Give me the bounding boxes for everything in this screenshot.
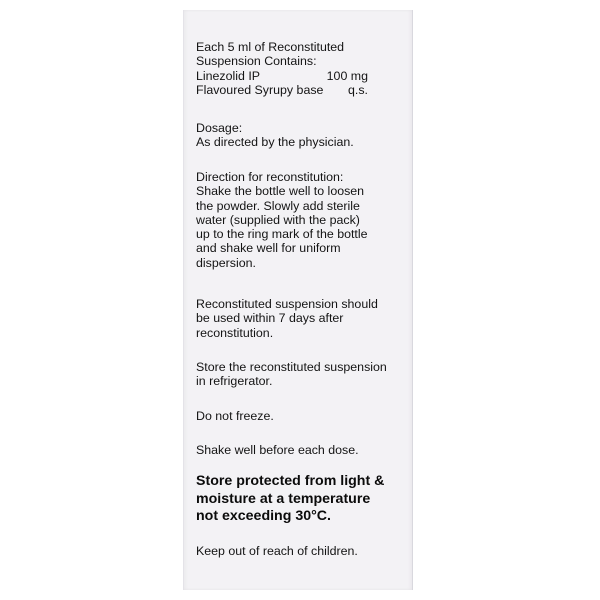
usage-period-block	[196, 297, 410, 340]
storage-warning-line: moisture at a temperature	[196, 490, 371, 507]
dosage-block	[196, 121, 410, 150]
ingredient-row	[196, 69, 368, 83]
children-warning	[196, 544, 410, 558]
storage-warning-block	[196, 473, 410, 526]
reconstitution-heading: Direction for reconstitution:	[196, 170, 344, 184]
reconstitution-line: the powder. Slowly add sterile	[196, 198, 360, 213]
ingredient-amount: 100 mg	[326, 68, 368, 83]
dosage-text: As directed by the physician.	[196, 135, 354, 150]
reconstitution-line: water (supplied with the pack)	[196, 212, 360, 227]
reconstitution-line: dispersion.	[196, 255, 256, 270]
reconstitution-block	[196, 170, 410, 270]
storage-warning-line: Store protected from light &	[196, 473, 385, 489]
ingredient-row	[196, 83, 368, 97]
usage-period-line: reconstitution.	[196, 325, 274, 340]
reconstitution-line: up to the ring mark of the bottle	[196, 227, 368, 242]
storage-fridge-line: in refrigerator.	[196, 374, 273, 389]
composition-block	[196, 40, 410, 97]
reconstitution-line: and shake well for uniform	[196, 241, 341, 256]
ingredient-amount: q.s.	[348, 82, 368, 97]
storage-warning-line: not exceeding 30°C.	[196, 508, 331, 524]
storage-fridge-line: Store the reconstituted suspension	[196, 360, 387, 374]
usage-period-line: Reconstituted suspension should	[196, 297, 378, 311]
no-freeze-note	[196, 409, 410, 423]
shake-note-text: Shake well before each dose.	[196, 443, 359, 457]
composition-line-1: Each 5 ml of Reconstituted	[196, 40, 345, 54]
children-warning-text: Keep out of reach of children.	[196, 544, 358, 558]
ingredient-name: Flavoured Syrupy base	[196, 82, 324, 97]
dosage-heading: Dosage:	[196, 121, 243, 135]
no-freeze-text: Do not freeze.	[196, 409, 274, 423]
storage-fridge-block	[196, 360, 410, 389]
reconstitution-line: Shake the bottle well to loosen	[196, 184, 365, 199]
composition-line-2: Suspension Contains:	[196, 54, 317, 69]
shake-note	[196, 443, 410, 457]
usage-period-line: be used within 7 days after	[196, 311, 344, 326]
ingredient-name: Linezolid IP	[196, 68, 261, 83]
